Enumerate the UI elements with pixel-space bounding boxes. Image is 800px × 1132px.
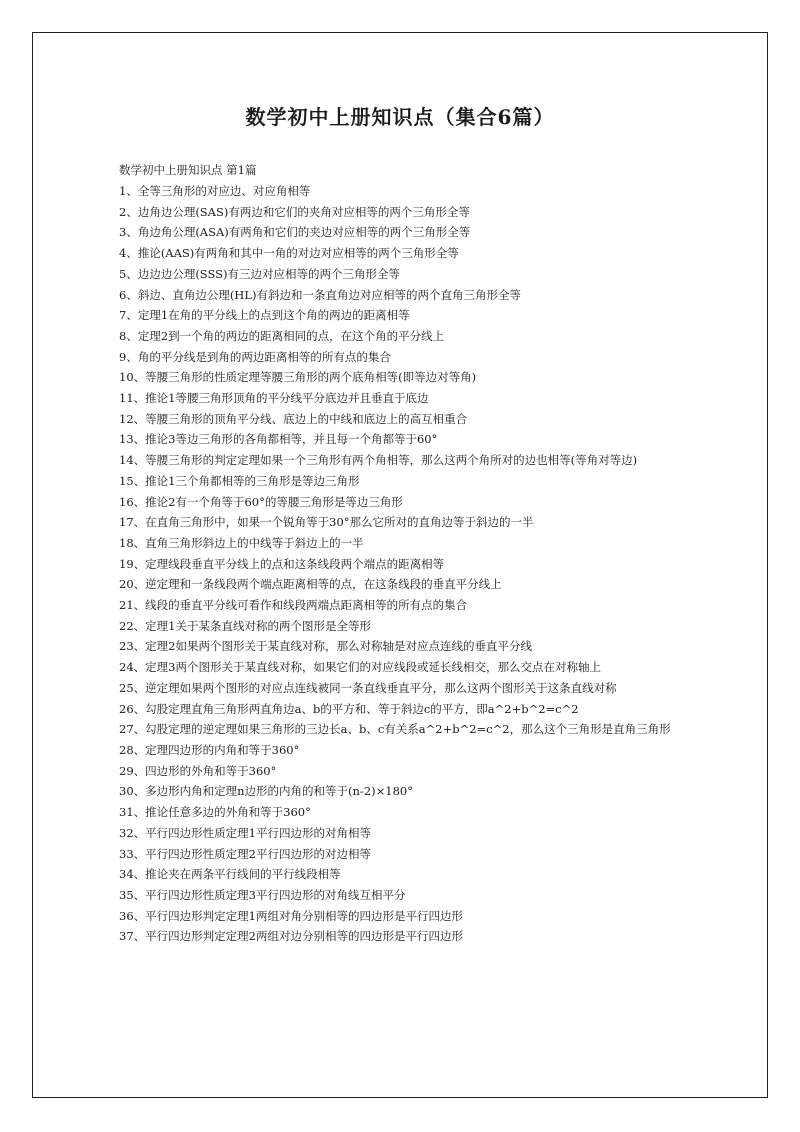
list-item: 21、线段的垂直平分线可看作和线段两端点距离相等的所有点的集合: [119, 598, 468, 613]
list-item: 30、多边形内角和定理n边形的内角的和等于(n-2)×180°: [119, 784, 413, 799]
list-item: 7、定理1在角的平分线上的点到这个角的两边的距离相等: [119, 308, 410, 323]
list-item: 14、等腰三角形的判定定理如果一个三角形有两个角相等，那么这两个角所对的边也相等(等角对等边): [119, 453, 638, 468]
list-item: 2、边角边公理(SAS)有两边和它们的夹角对应相等的两个三角形全等: [119, 204, 470, 219]
list-item: 29、四边形的外角和等于360°: [119, 763, 277, 778]
list-item: 8、定理2到一个角的两边的距离相同的点，在这个角的平分线上: [119, 328, 445, 343]
list-item: 26、勾股定理直角三角形两直角边a、b的平方和、等于斜边c的平方，即a^2+b^2=c^2: [119, 701, 579, 716]
list-item: 13、推论3等边三角形的各角都相等，并且每一个角都等于60°: [119, 432, 438, 447]
list-item: 23、定理2如果两个图形关于某直线对称，那么对称轴是对应点连线的垂直平分线: [119, 639, 532, 654]
document-body: [119, 159, 685, 947]
list-item: 18、直角三角形斜边上的中线等于斜边上的一半: [119, 535, 364, 550]
list-item: 37、平行四边形判定定理2两组对边分别相等的四边形是平行四边形: [119, 929, 463, 944]
list-item: 24、定理3两个图形关于某直线对称，如果它们的对应线段或延长线相交，那么交点在对称轴上: [119, 660, 601, 675]
list-item: 16、推论2有一个角等于60°的等腰三角形是等边三角形: [119, 494, 403, 509]
list-item: 22、定理1关于某条直线对称的两个图形是全等形: [119, 618, 371, 633]
list-item: 10、等腰三角形的性质定理等腰三角形的两个底角相等(即等边对等角): [119, 370, 477, 385]
list-item: 27、勾股定理的逆定理如果三角形的三边长a、b、c有关系a^2+b^2=c^2，那么这个三角形是直角三角形: [119, 722, 671, 737]
list-item: 17、在直角三角形中，如果一个锐角等于30°那么它所对的直角边等于斜边的一半: [119, 515, 534, 530]
list-item: 20、逆定理和一条线段两个端点距离相等的点，在这条线段的垂直平分线上: [119, 577, 502, 592]
list-item: 9、角的平分线是到角的两边距离相等的所有点的集合: [119, 349, 391, 364]
list-item: 31、推论任意多边的外角和等于360°: [119, 805, 311, 820]
section-heading: 数学初中上册知识点 第1篇: [119, 163, 257, 177]
list-item: 15、推论1三个角都相等的三角形是等边三角形: [119, 473, 360, 488]
list-item: 3、角边角公理(ASA)有两角和它们的夹边对应相等的两个三角形全等: [119, 225, 471, 240]
list-item: 28、定理四边形的内角和等于360°: [119, 742, 300, 757]
list-item: 1、全等三角形的对应边、对应角相等: [119, 184, 311, 198]
document-title: 数学初中上册知识点（集合6篇）: [245, 105, 555, 129]
list-item: 32、平行四边形性质定理1平行四边形的对角相等: [119, 825, 371, 840]
list-item: 34、推论夹在两条平行线间的平行线段相等: [119, 867, 341, 882]
list-item: 12、等腰三角形的顶角平分线、底边上的中线和底边上的高互相重合: [119, 411, 468, 426]
list-item: 33、平行四边形性质定理2平行四边形的对边相等: [119, 846, 371, 861]
list-item: 5、边边边公理(SSS)有三边对应相等的两个三角形全等: [119, 266, 401, 281]
list-item: 4、推论(AAS)有两角和其中一角的对边对应相等的两个三角形全等: [119, 246, 459, 261]
list-item: 6、斜边、直角边公理(HL)有斜边和一条直角边对应相等的两个直角三角形全等: [119, 287, 521, 302]
list-item: 19、定理线段垂直平分线上的点和这条线段两个端点的距离相等: [119, 556, 445, 571]
knowledge-point-list: [119, 181, 685, 947]
list-item: 36、平行四边形判定定理1两组对角分别相等的四边形是平行四边形: [119, 908, 463, 923]
list-item: 35、平行四边形性质定理3平行四边形的对角线互相平分: [119, 887, 406, 902]
list-item: 25、逆定理如果两个图形的对应点连线被同一条直线垂直平分，那么这两个图形关于这条直线对称: [119, 680, 617, 695]
list-item: 11、推论1等腰三角形顶角的平分线平分底边并且垂直于底边: [119, 391, 429, 406]
